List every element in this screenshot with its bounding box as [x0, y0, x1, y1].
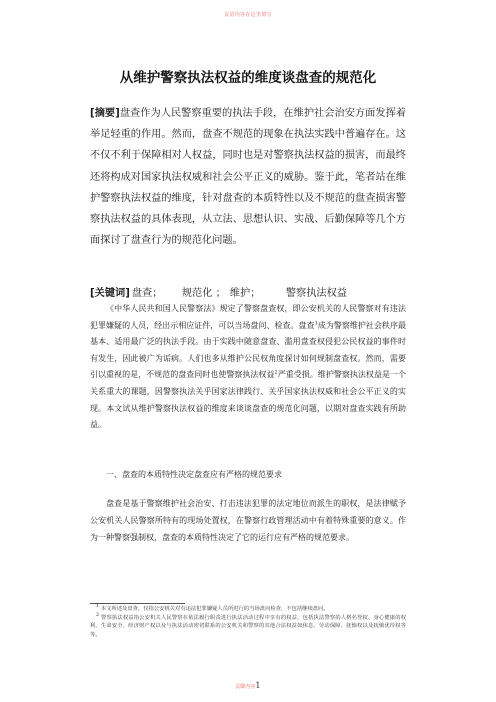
paragraph-text: 《中华人民共和国人民警察法》规定了警察盘查权，即公安机关的人民警察对有违法犯罪嫌疑的人员，经出示相应证件，可以当场盘问、检查。盘查	[90, 304, 406, 330]
footnote-2	[90, 611, 406, 640]
keyword-item: 规范化 ；	[181, 288, 226, 299]
keyword-item: 盘查；	[131, 288, 163, 299]
intro-paragraph	[90, 301, 406, 434]
page-footer	[0, 681, 496, 691]
page-header: 页眉内容在这里填写	[224, 12, 272, 18]
abstract	[90, 103, 406, 251]
footnote-text: 警察执法权益指公安机关人民警察在依法履行职责进行执法活动过程中享有的权益，包括执法警察的人格名誉权、身心健康的权利、生命安全、经济财产权以及与执法活动密切联系的公安机关和警察的其他合法权益如休息、劳动保障、抚恤权以及抚恤优待权等等。	[90, 614, 406, 638]
footnote-divider	[90, 603, 185, 604]
keywords	[90, 286, 406, 302]
paragraph-text: 成为警察维护社会秩序最基本、适用最广泛的执法手段。由于实践中随意盘查、滥用盘查权侵犯公民权益的事件时有发生，因此被广为诟病。人们也多从维护公民权角度探讨如何规制盘查权。然而，需要引以重视的是，不规范的盘查同时也使警察执法权益	[90, 320, 407, 380]
page-number: 1	[255, 681, 261, 691]
footnotes	[90, 605, 406, 639]
footer-label: 页脚内容	[235, 684, 256, 690]
footnote-ref-2[interactable]: 2	[274, 369, 278, 376]
footnote-1	[90, 605, 406, 614]
section-heading: 一、盘查的本质特性决定盘查应有严格的规范要求	[106, 470, 282, 479]
footnote-number: 2	[96, 611, 100, 618]
footnote-ref-1[interactable]: 1	[314, 319, 318, 326]
keywords-label: [关键词]	[90, 288, 130, 299]
body-paragraph: 盘查是基于警察维护社会治安、打击违法犯罪的法定地位而派生的职权，是法律赋予公安机关人民警察所特有的现场处置权，在警察行政管理活动中有着特殊重要的意义。作为一种警察强制权，盘查的本质特性决定了它的运行应有严格的规范要求。	[90, 499, 406, 542]
paragraph-text: 严重受损。维护警察执法权益是一个关系重大的课题，因警察执法关乎国家法律践行、关乎国家执法权威和社会公平正义的实现。本文试从维护警察执法权益的维度来谈谈盘查的规范化问题，以期对盘查实践有所助益。	[90, 370, 407, 430]
keyword-item: 警察执法权益	[285, 288, 347, 299]
document-title: 从维护警察执法权益的维度谈盘查的规范化	[119, 70, 377, 86]
footnote-text: 本文所述及盘查，仅指公安机关对有违法犯罪嫌疑人员所进行的当场盘问检查，不包括继续盘问。	[100, 606, 329, 612]
footnote-number: 1	[96, 603, 100, 610]
keyword-item: 维护；	[229, 288, 261, 299]
abstract-label: [摘要]	[90, 108, 120, 119]
abstract-text: 盘查作为人民警察重要的执法手段，在维护社会治安方面发挥着举足轻重的作用。然而，盘查不规范的现象在执法实践中普遍存在。这不仅不利于保障相对人权益，同时也是对警察执法权益的损害，而最终还将构成对国家执法权威和社会公平正义的威胁。鉴于此，笔者站在维护警察执法权益的维度，针对盘查的本质特性以及不规范的盘查损害警察执法权益的具体表现，从立法、思想认识、实战、后勤保障等几个方面探讨了盘查行为的规范化问题。	[90, 108, 407, 247]
